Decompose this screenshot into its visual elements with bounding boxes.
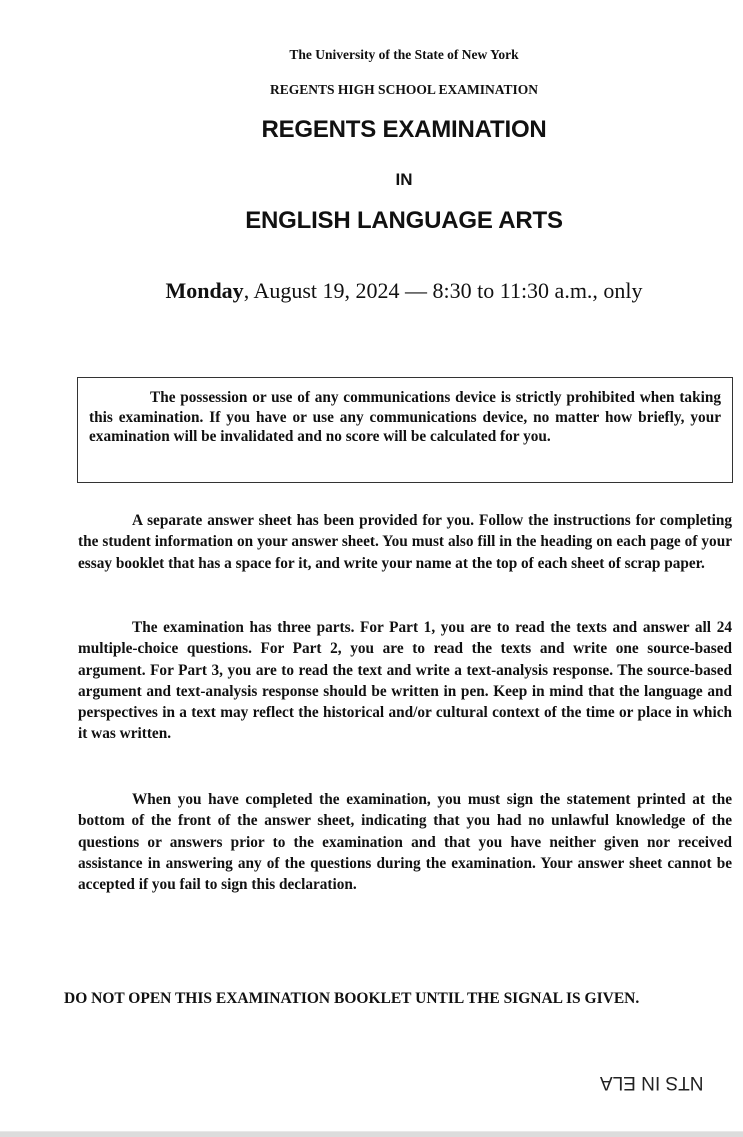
exam-title: REGENTS EXAMINATION bbox=[261, 116, 547, 143]
device-notice-box bbox=[77, 377, 733, 483]
exam-day: Monday bbox=[165, 278, 244, 303]
institution-name: The University of the State of New York bbox=[289, 47, 519, 62]
exam-series: REGENTS HIGH SCHOOL EXAMINATION bbox=[270, 82, 538, 97]
do-not-open-warning: DO NOT OPEN THIS EXAMINATION BOOKLET UNTIL THE SIGNAL IS GIVEN. bbox=[64, 990, 640, 1007]
page-bottom-edge bbox=[0, 1131, 743, 1137]
exam-title-connector: IN bbox=[395, 170, 413, 189]
exam-subject: ENGLISH LANGUAGE ARTS bbox=[245, 207, 563, 234]
instructions-declaration: When you have completed the examination, you must sign the statement printed at the bottom of the front of the answer sheet, indicating that you had no unlawful knowledge of the questions or answers prior to the examination and that you have neither given nor received assistance in answering any of the questions during the examination. Your answer sheet cannot be accepted if you fail to sign this declaration. bbox=[78, 791, 732, 894]
flipped-footer-label: NTS IN ELA bbox=[600, 1072, 704, 1093]
instructions-answer-sheet: A separate answer sheet has been provided for you. Follow the instructions for completing the student information on your answer sheet. You must also fill in the heading on each page of your essay booklet that has a space for it, and write your name at the top of each sheet of scrap paper. bbox=[78, 512, 732, 572]
exam-date-time: , August 19, 2024 — 8:30 to 11:30 a.m., only bbox=[243, 278, 643, 303]
instructions-exam-parts: The examination has three parts. For Part 1, you are to read the texts and answer all 24 multiple-choice questions. For Part 2, you are to read the texts and write one source-based argument. For Part 3, you are to read the text and write a text-analysis response. The source-based argument and text-analysis response should be written in pen. Keep in mind that the language and perspectives in a text may reflect the historical and/or cultural context of the time or place in which it was written. bbox=[78, 619, 732, 743]
exam-date bbox=[0, 278, 743, 304]
device-notice-text: The possession or use of any communications device is strictly prohibited when taking this examination. If you have or use any communications device, no matter how briefly, your examination will be invalidated and no score will be calculated for you. bbox=[89, 389, 721, 445]
